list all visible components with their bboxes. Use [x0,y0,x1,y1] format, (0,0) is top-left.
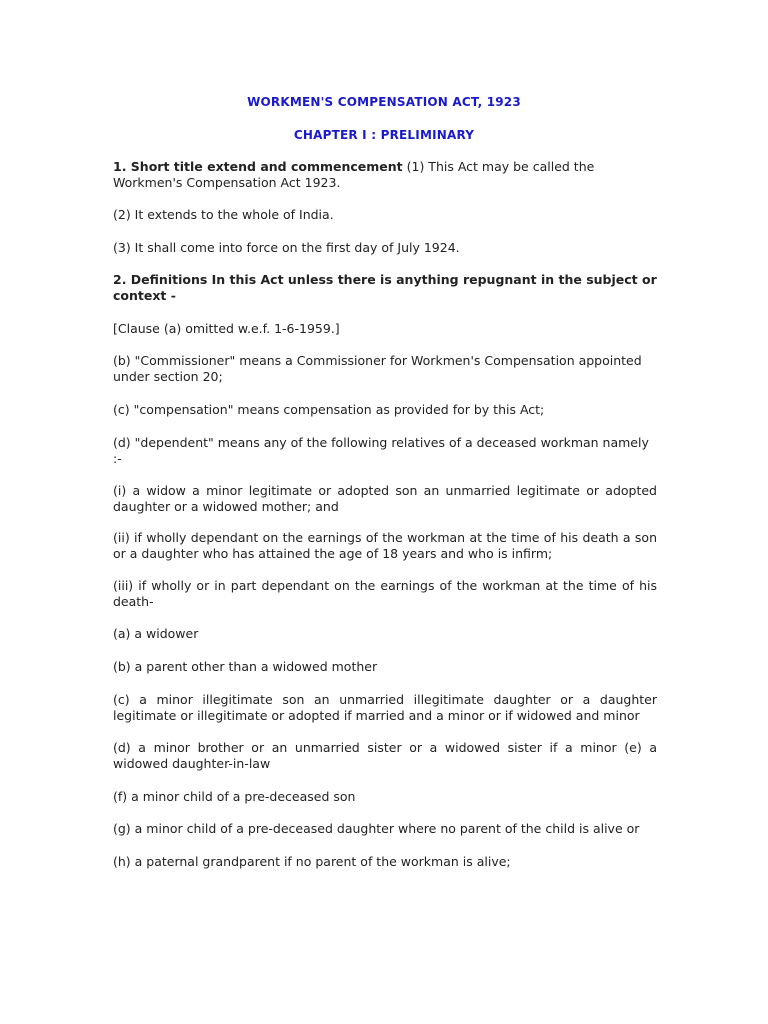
paragraph-item-iii [113,578,657,610]
paragraph-text: (h) a paternal grandparent if no parent of the workman is alive; [113,854,511,869]
paragraph-text: (d) "dependent" means any of the following relatives of a deceased workman namely :- [113,435,649,466]
paragraph-text: (2) It extends to the whole of India. [113,207,334,222]
paragraph-text: (b) a parent other than a widowed mother [113,659,378,674]
paragraph-short-title [113,159,657,191]
paragraph-item-i [113,483,657,515]
document-title: WORKMEN'S COMPENSATION ACT, 1923 [247,95,521,109]
paragraph-text: (f) a minor child of a pre-deceased son [113,789,356,804]
paragraph-text: [Clause (a) omitted w.e.f. 1-6-1959.] [113,321,340,336]
paragraph-text: (a) a widower [113,626,199,641]
paragraph-sub-g [113,821,657,837]
paragraph-clause-b [113,353,657,385]
paragraph-text: (c) "compensation" means compensation as provided for by this Act; [113,402,545,417]
paragraph-sub-c [113,692,657,724]
paragraph-clause-d [113,435,657,467]
paragraph-extent [113,207,657,223]
paragraph-text: (d) a minor brother or an unmarried sister or a widowed sister if a minor (e) a widowed daughter-in-law [113,740,657,771]
paragraph-text: (3) It shall come into force on the first day of July 1924. [113,240,460,255]
paragraph-text: (b) "Commissioner" means a Commissioner for Workmen's Compensation appointed under section 20; [113,353,642,384]
paragraph-text: (iii) if wholly or in part dependant on the earnings of the workman at the time of his death- [113,578,657,609]
paragraph-sub-f [113,789,657,805]
chapter-heading: CHAPTER I : PRELIMINARY [293,128,475,142]
paragraph-sub-b [113,659,657,675]
section-heading: 2. Definitions In this Act unless there is anything repugnant in the subject or context - [113,272,657,303]
paragraph-sub-a [113,626,657,642]
paragraph-commencement [113,240,657,256]
paragraph-definitions-heading [113,272,657,304]
section-heading: 1. Short title extend and commencement [113,159,403,174]
paragraph-item-ii [113,530,657,562]
paragraph-text: (1) This Act may be called the Workmen's Compensation Act 1923. [113,159,595,190]
paragraph-sub-d-e [113,740,657,772]
paragraph-clause-a [113,321,657,337]
paragraph-text: (g) a minor child of a pre-deceased daughter where no parent of the child is alive or [113,821,640,836]
paragraph-clause-c [113,402,657,418]
paragraph-text: (ii) if wholly dependant on the earnings of the workman at the time of his death a son or a daughter who has attained the age of 18 years and who is infirm; [113,530,657,561]
paragraph-sub-h [113,854,657,870]
paragraph-text: (i) a widow a minor legitimate or adopted son an unmarried legitimate or adopted daughter or a widowed mother; and [113,483,657,514]
paragraph-text: (c) a minor illegitimate son an unmarried illegitimate daughter or a daughter legitimate or illegitimate or adopted if married and a minor or if widowed and minor [113,692,657,723]
